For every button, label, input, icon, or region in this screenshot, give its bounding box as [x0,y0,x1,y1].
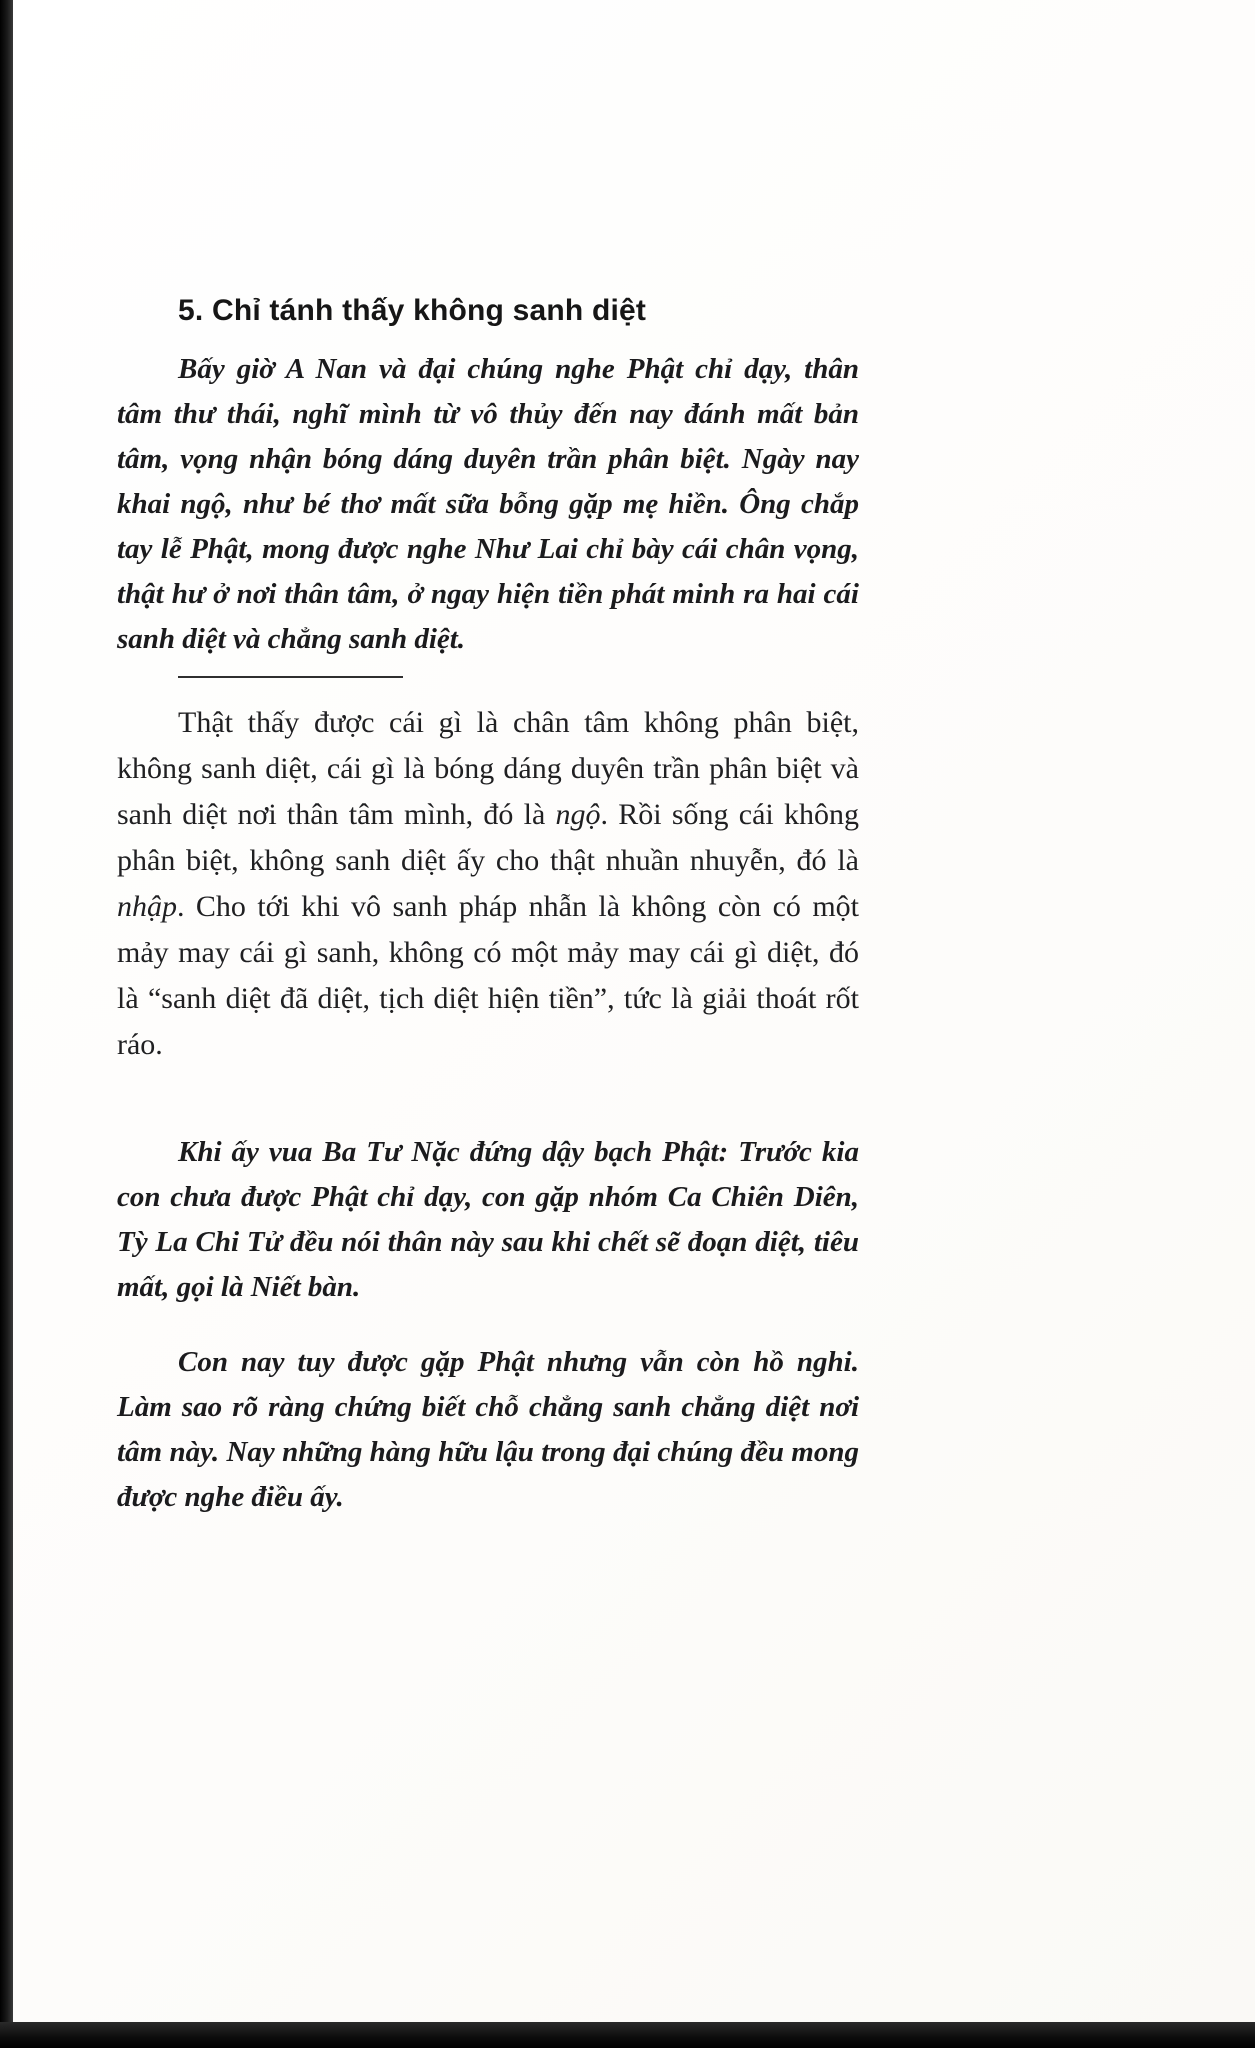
emphasized-term-1: ngộ [555,798,601,831]
sutra-quote-3: Con nay tuy được gặp Phật nhưng vẫn còn hồ nghi. Làm sao rõ ràng chứng biết chỗ chẳng sanh chẳng diệt nơi tâm này. Nay những hàng hữu lậu trong đại chúng đều mong được nghe điều ấy. [117,1346,859,1513]
emphasized-term-2: nhập [117,890,177,923]
sutra-quote-1: Bấy giờ A Nan và đại chúng nghe Phật chỉ dạy, thân tâm thư thái, nghĩ mình từ vô thủy đến nay đánh mất bản tâm, vọng nhận bóng dáng duyên trần phân biệt. Ngày nay khai ngộ, như bé thơ mất sữa bỗng gặp mẹ hiền. Ông chắp tay lễ Phật, mong được nghe Như Lai chỉ bày cái chân vọng, thật hư ở nơi thân tâm, ở ngay hiện tiền phát minh ra hai cái sanh diệt và chẳng sanh diệt. [117,353,859,655]
sutra-quote-2: Khi ấy vua Ba Tư Nặc đứng dậy bạch Phật: Trước kia con chưa được Phật chỉ dạy, con gặp nhóm Ca Chiên Diên, Tỳ La Chi Tử đều nói thân này sau khi chết sẽ đoạn diệt, tiêu mất, gọi là Niết bàn. [117,1136,859,1303]
section-heading: 5. Chỉ tánh thấy không sanh diệt [178,294,647,327]
page-content [117,293,859,1520]
commentary-paragraph [117,700,859,1068]
commentary-text-3: . Cho tới khi vô sanh pháp nhẫn là không còn có một mảy may cái gì sanh, không có một mảy may cái gì diệt, đó là “sanh diệt đã diệt, tịch diệt hiện tiền”, tức là giải thoát rốt ráo. [117,890,859,1061]
commentary-text-2: . Rồi sống cái không phân biệt, không sanh diệt ấy cho thật nhuần nhuyễn, đó là [117,798,859,877]
paragraph-gap [117,1310,859,1340]
section-divider [178,676,403,678]
paragraph-gap [117,1068,859,1130]
page-bottom-edge-shadow [0,2022,1255,2048]
page-left-edge-shadow [0,0,13,2048]
commentary-text-1: Thật thấy được cái gì là chân tâm không phân biệt, không sanh diệt, cái gì là bóng dáng duyên trần phân biệt và sanh diệt nơi thân tâm mình, đó là [117,706,859,831]
